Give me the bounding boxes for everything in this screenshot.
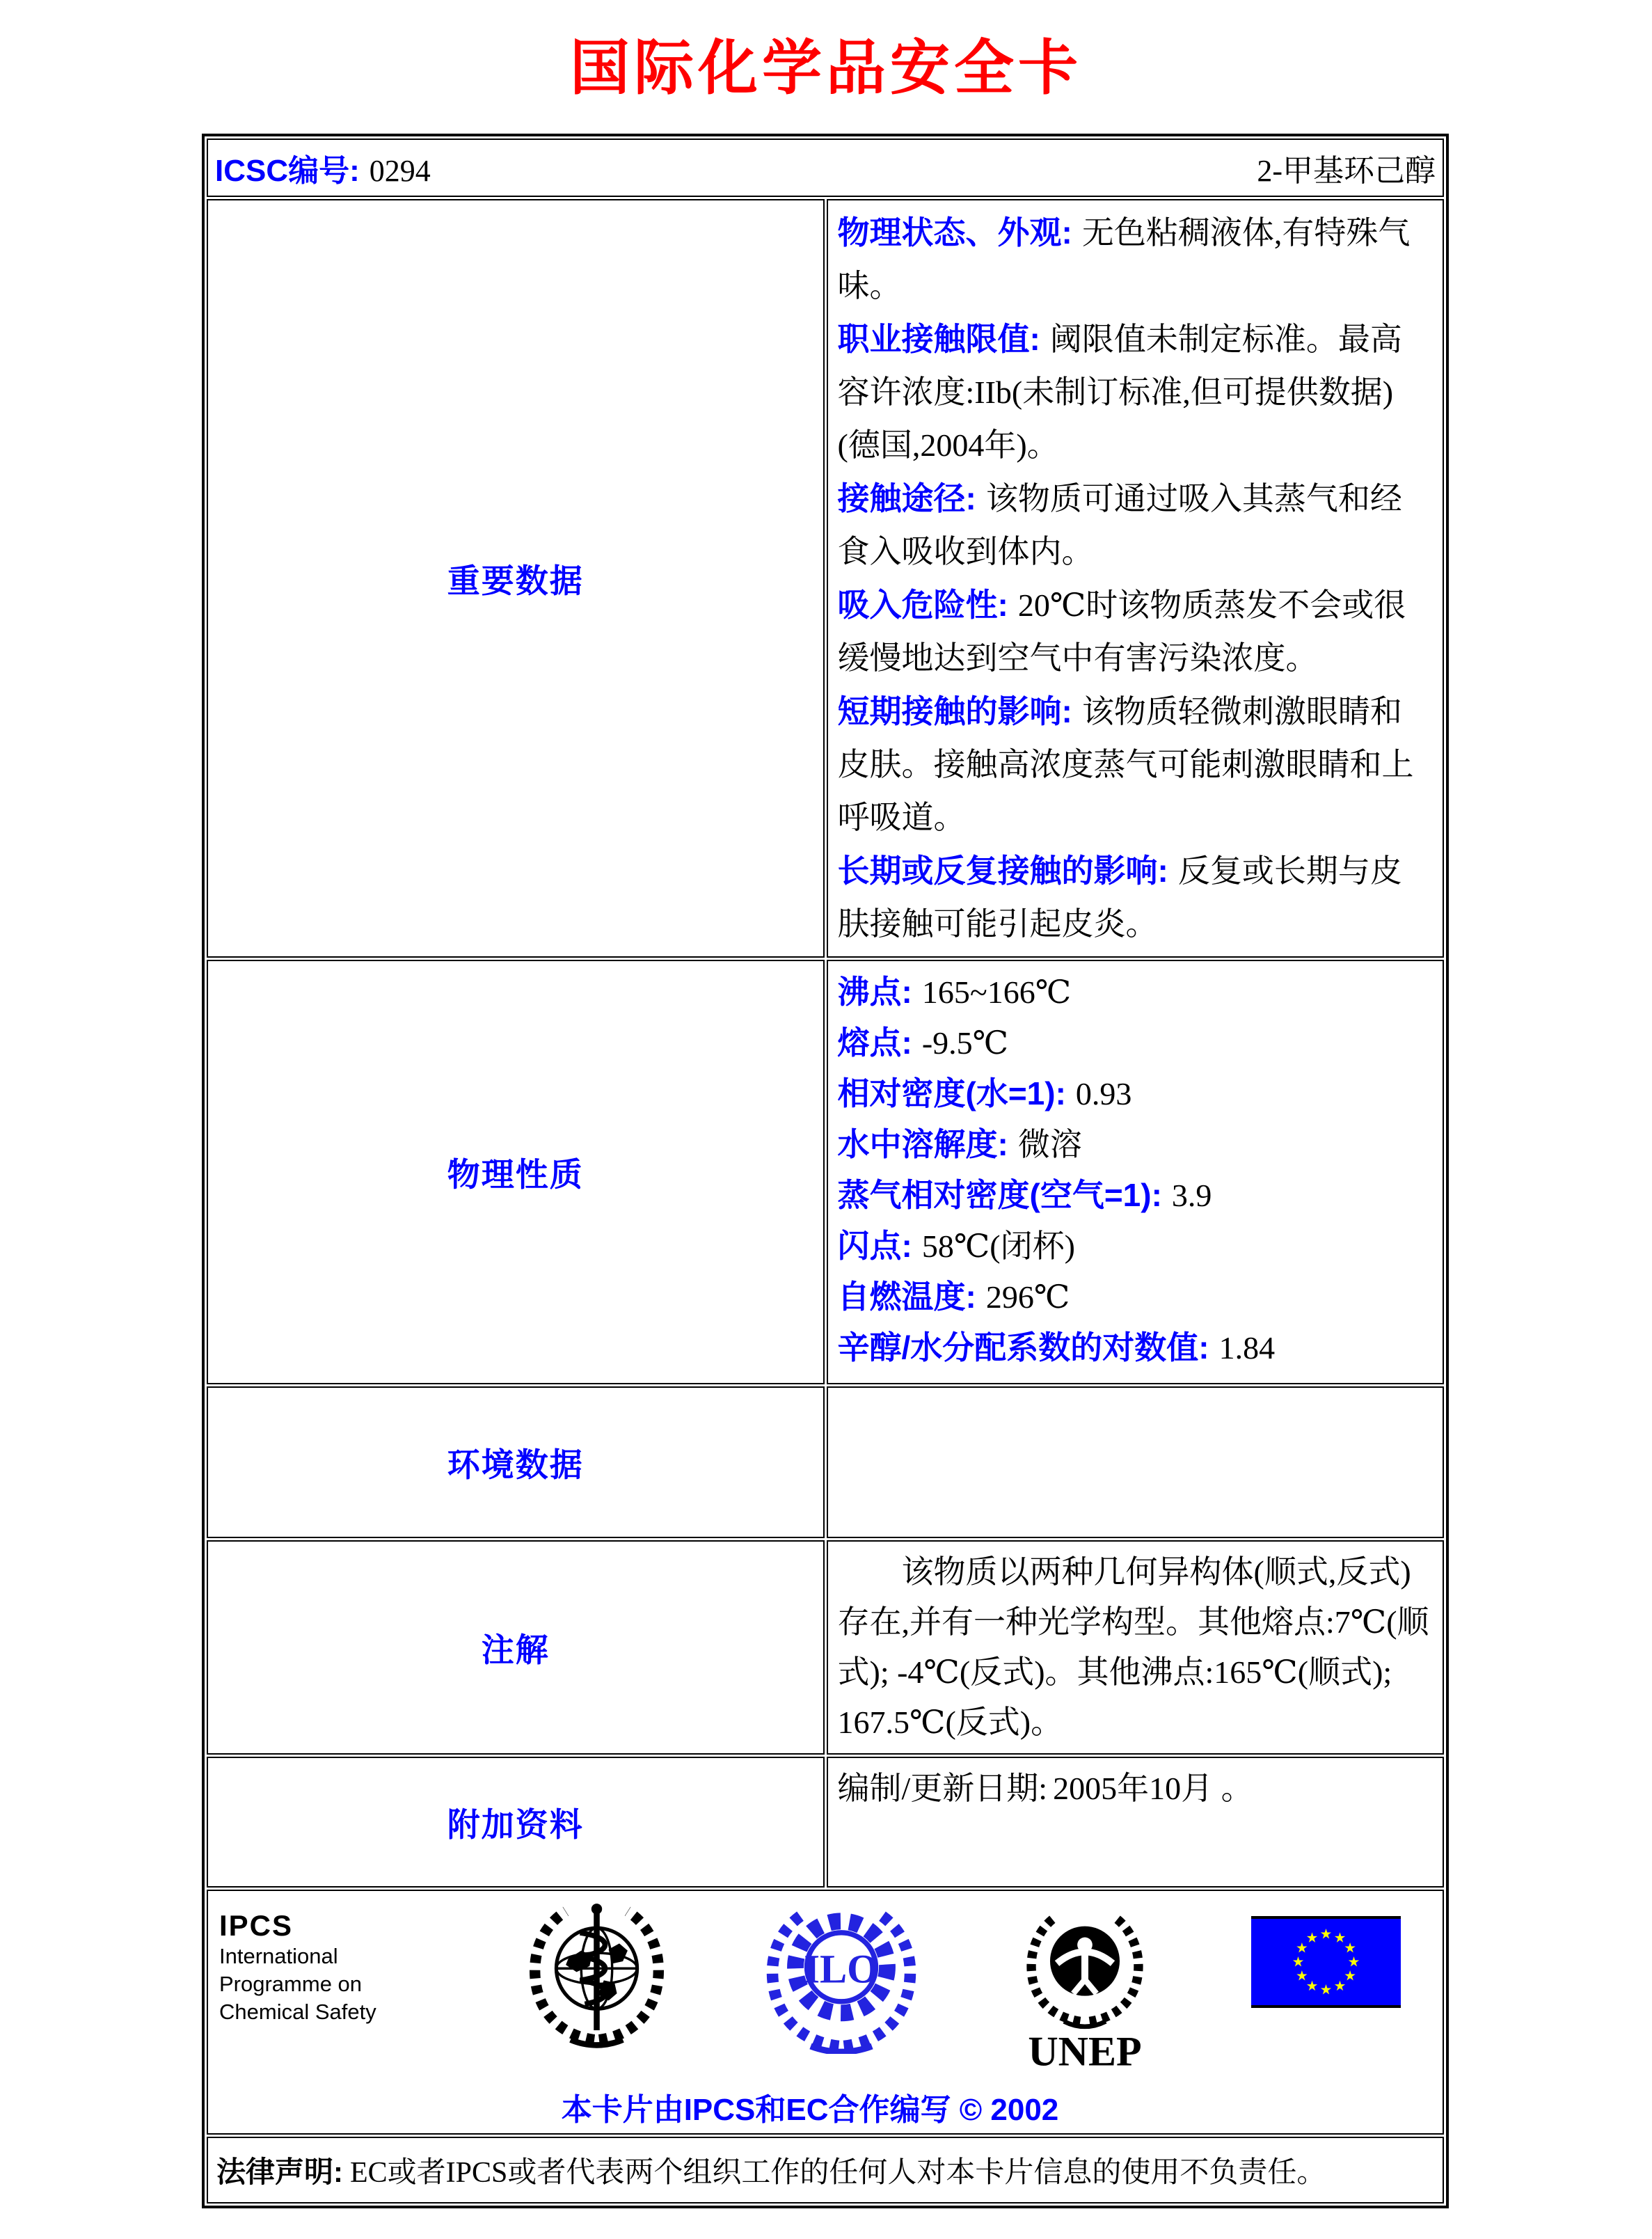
eu-flag-wrap — [1251, 1901, 1401, 2008]
physical-properties-content — [827, 960, 1445, 1384]
legal-cell — [207, 2137, 1444, 2204]
entry-occupational-limits: 职业接触限值: 阈限值未制定标准。最高容许浓度:IIb(未制订标准,但可提供数据)(德国,2004年)。 — [837, 321, 1402, 463]
row-physical-properties — [207, 960, 1444, 1384]
row-legal — [207, 2137, 1444, 2204]
entry-vapor-density: 蒸气相对密度(空气=1): 3.9 — [837, 1177, 1212, 1213]
ipcs-acronym: IPCS — [219, 1909, 294, 1942]
chemical-name: 2-甲基环己醇 — [1257, 154, 1436, 188]
ilo-letters: ILO — [804, 1946, 879, 1992]
additional-info-label: 附加资料 — [207, 1757, 825, 1888]
environmental-data-label: 环境数据 — [207, 1386, 825, 1538]
entry-inhalation-risk: 吸入危险性: 20℃时该物质蒸发不会或很缓慢地达到空气中有害污染浓度。 — [837, 587, 1406, 676]
entry-autoignition-temperature: 自燃温度: 296℃ — [837, 1279, 1070, 1315]
row-header — [207, 139, 1444, 197]
entry-short-term-effects: 短期接触的影响: 该物质轻微刺激眼睛和皮肤。接触高浓度蒸气可能刺激眼睛和上呼吸道。 — [837, 693, 1414, 835]
notes-paragraph: 该物质以两种几何异构体(顺式,反式)存在,并有一种光学构型。其他熔点:7℃(顺式); -4℃(反式)。其他沸点:165℃(顺式); 167.5℃(反式)。 — [837, 1554, 1429, 1740]
ipcs-text-block: IPCS International Programme on Chemical Safety — [219, 1901, 428, 2026]
entry-long-term-effects: 长期或反复接触的影响: 反复或长期与皮肤接触可能引起皮炎。 — [837, 853, 1402, 942]
who-logo-icon — [525, 1901, 668, 2050]
icsc-table — [202, 134, 1449, 2208]
environmental-data-content — [827, 1386, 1445, 1538]
row-environmental-data — [207, 1386, 1444, 1538]
notes-content — [827, 1540, 1445, 1755]
physical-properties-label: 物理性质 — [207, 960, 825, 1384]
entry-boiling-point: 沸点: 165~166℃ — [837, 974, 1072, 1010]
notes-label: 注解 — [207, 1540, 825, 1755]
entry-melting-point: 熔点: -9.5℃ — [837, 1024, 1009, 1061]
row-logos — [207, 1890, 1444, 2135]
page-title: 国际化学品安全卡 — [570, 35, 1082, 102]
row-notes — [207, 1540, 1444, 1755]
unep-logo-icon — [1015, 1901, 1154, 2075]
logos-strip — [219, 1901, 1401, 2075]
credit-line: 本卡片由IPCS和EC合作编写 © 2002 — [561, 2093, 1059, 2127]
important-data-label: 重要数据 — [207, 199, 825, 958]
eu-flag-icon — [1251, 1916, 1401, 2008]
entry-update-date: 编制/更新日期: 2005年10月 。 — [837, 1771, 1253, 1806]
legal-label: 法律声明: — [216, 2155, 343, 2188]
entry-octanol-water-partition: 辛醇/水分配系数的对数值: 1.84 — [837, 1329, 1276, 1366]
entry-physical-state: 物理状态、外观: 无色粘稠液体,有特殊气味。 — [837, 214, 1411, 303]
header-cell — [207, 139, 1444, 197]
icsc-number-label: ICSC编号: — [215, 154, 360, 188]
unep-letters: UNEP — [1027, 2028, 1142, 2075]
entry-water-solubility: 水中溶解度: 微溶 — [837, 1126, 1082, 1162]
icsc-number-group — [215, 145, 431, 190]
row-additional-info — [207, 1757, 1444, 1888]
additional-info-content — [827, 1757, 1445, 1888]
entry-flash-point: 闪点: 58℃(闭杯) — [837, 1228, 1075, 1264]
row-important-data — [207, 199, 1444, 958]
icsc-number-value: 0294 — [369, 154, 431, 188]
important-data-content — [827, 199, 1445, 958]
entry-relative-density: 相对密度(水=1): 0.93 — [837, 1075, 1132, 1111]
legal-text: EC或者IPCS或者代表两个组织工作的任何人对本卡片信息的使用不负责任。 — [350, 2157, 1326, 2189]
logos-cell — [207, 1890, 1444, 2135]
ilo-logo-icon — [765, 1901, 918, 2054]
entry-exposure-routes: 接触途径: 该物质可通过吸入其蒸气和经食入吸收到体内。 — [837, 480, 1402, 569]
